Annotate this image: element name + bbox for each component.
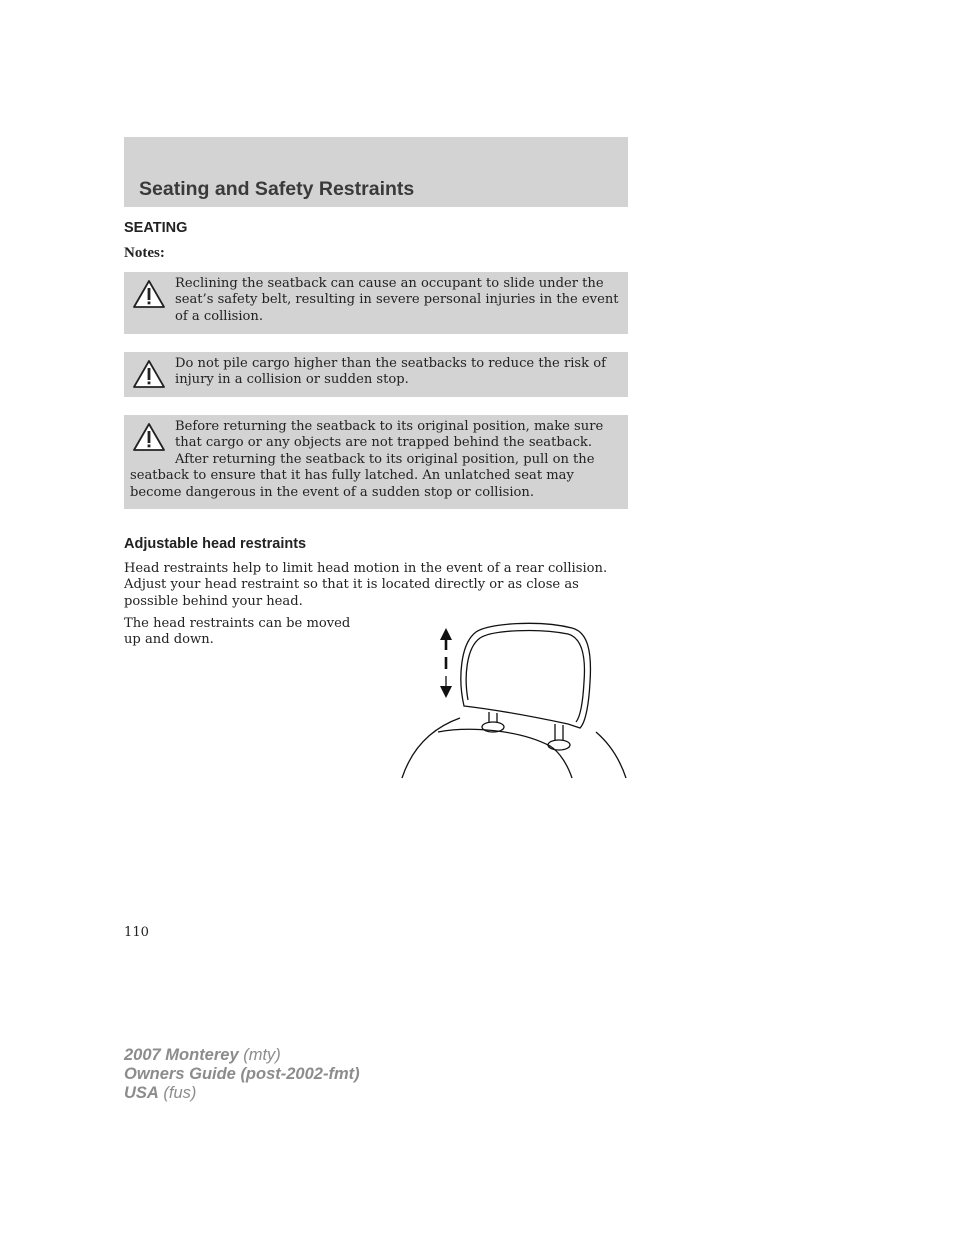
page-number: 110 xyxy=(124,925,149,940)
warning-box-2 xyxy=(124,352,628,397)
warning-text: Reclining the seatback can cause an occupant to slide under the seat’s safety belt, resulting in severe personal injuries in the event of a collision. xyxy=(175,276,619,324)
footer-line-guide: Owners Guide (post-2002-fmt) xyxy=(124,1065,360,1083)
section-heading: SEATING xyxy=(124,220,188,236)
head-restraints-move-paragraph: The head restraints can be moved up and down. xyxy=(124,616,351,648)
subsection-heading: Adjustable head restraints xyxy=(124,536,307,552)
footer-line-market: USA (fus) xyxy=(124,1084,197,1102)
warning-triangle-icon xyxy=(132,422,166,452)
notes-label: Notes: xyxy=(124,245,165,261)
header-bar xyxy=(124,137,628,207)
footer-line-model: 2007 Monterey (mty) xyxy=(124,1046,281,1064)
page-title: Seating and Safety Restraints xyxy=(139,178,415,200)
warning-triangle-icon xyxy=(132,279,166,309)
warning-box-3 xyxy=(124,415,628,509)
head-restraints-paragraph: Head restraints help to limit head motion in the event of a rear collision. Adjust your head restraint so that it is located directly or as close as possible behind your head. xyxy=(124,561,608,609)
warning-box-1 xyxy=(124,272,628,334)
warning-text: Before returning the seatback to its original position, make sure that cargo or any objects are not trapped behind the seatback. After returning the seatback to its original position, pull on the seatback to ensure that it has fully latched. An unlatched seat may become dangerous in the event of a sudden stop or collision. xyxy=(130,419,604,500)
warning-triangle-icon xyxy=(132,359,166,389)
warning-text: Do not pile cargo higher than the seatbacks to reduce the risk of injury in a collision or sudden stop. xyxy=(175,356,606,388)
footer-doc-info xyxy=(124,1046,360,1103)
head-restraint-illustration xyxy=(400,620,630,782)
